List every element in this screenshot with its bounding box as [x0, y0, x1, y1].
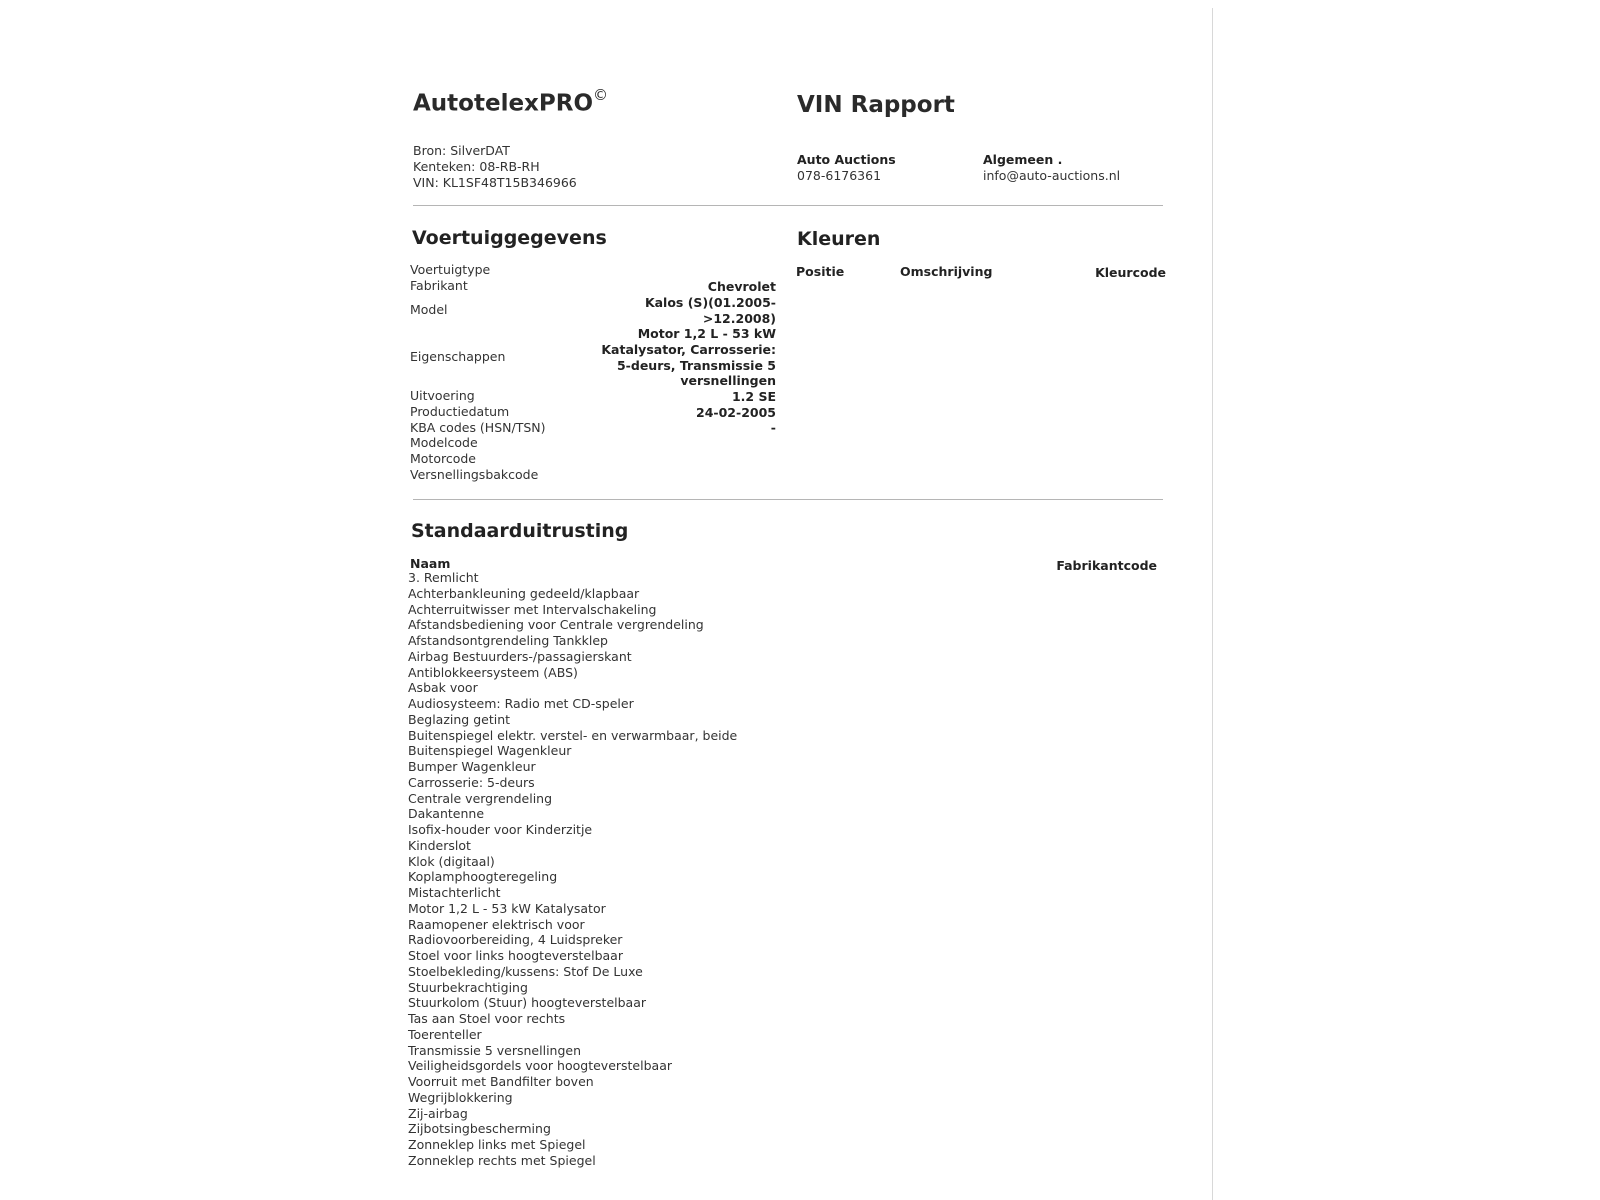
- equipment-item: Wegrijblokkering: [408, 1089, 513, 1105]
- label-model: Model: [410, 302, 448, 317]
- colors-heading: Kleuren: [797, 228, 881, 250]
- dealer-info: [797, 152, 896, 184]
- license-plate-line: Kenteken: 08-RB-RH: [413, 159, 540, 174]
- equipment-item: Carrosserie: 5-deurs: [408, 774, 535, 790]
- equipment-col-naam: Naam: [410, 556, 451, 571]
- equipment-item: Voorruit met Bandfilter boven: [408, 1074, 594, 1089]
- equipment-item: Kinderslot: [408, 837, 471, 853]
- value-uitvoering: 1.2 SE: [731, 389, 776, 404]
- label-voertuigtype: Voertuigtype: [410, 262, 491, 277]
- contact-title: Algemeen .: [983, 152, 1063, 167]
- label-fabrikant: Fabrikant: [410, 278, 468, 293]
- equipment-item: 3. Remlicht: [408, 570, 479, 585]
- label-kba: KBA codes (HSN/TSN): [410, 420, 546, 435]
- equipment-item: Zij-airbag: [408, 1105, 468, 1121]
- value-model-line-2: >12.2008): [702, 311, 776, 326]
- equipment-item: Airbag Bestuurders-/passagierskant: [408, 648, 632, 664]
- equipment-item: Centrale vergrendeling: [408, 790, 553, 806]
- label-modelcode: Modelcode: [410, 435, 478, 450]
- equipment-item: Buitenspiegel elektr. verstel- en verwarmbaar, beide: [408, 727, 738, 743]
- equipment-item: Asbak voor: [408, 680, 478, 696]
- page-edge: [1212, 8, 1213, 1200]
- equipment-col-fabrikantcode: Fabrikantcode: [1056, 558, 1157, 573]
- equipment-list: [408, 570, 737, 1169]
- equipment-item: Tas aan Stoel voor rechts: [408, 1011, 566, 1026]
- equipment-item: Mistachterlicht: [408, 885, 501, 900]
- vin-line: VIN: KL1SF48T15B346966: [413, 175, 577, 190]
- source-line: Bron: SilverDAT: [413, 143, 510, 158]
- value-eigenschappen-line-1: Motor 1,2 L - 53 kW: [637, 326, 776, 341]
- equipment-item: Achterbankleuning gedeeld/klapbaar: [408, 585, 640, 601]
- equipment-item: Dakantenne: [408, 806, 485, 822]
- equipment-item: Afstandsbediening voor Centrale vergrendeling: [408, 617, 704, 633]
- equipment-item: Stuurbekrachtiging: [408, 979, 528, 995]
- value-productiedatum: 24-02-2005: [696, 405, 776, 420]
- label-eigenschappen: Eigenschappen: [410, 349, 506, 364]
- equipment-item: Veiligheidsgordels voor hoogteverstelbaar: [408, 1058, 672, 1074]
- vehicle-heading: Voertuiggegevens: [412, 227, 607, 249]
- equipment-item: Toerenteller: [408, 1026, 482, 1042]
- brand-name: AutotelexPRO: [413, 90, 594, 117]
- label-uitvoering: Uitvoering: [410, 388, 475, 403]
- colors-col-positie: Positie: [796, 264, 845, 279]
- equipment-heading: Standaarduitrusting: [411, 520, 629, 542]
- source-info: [413, 143, 577, 191]
- value-model-line-1: Kalos (S)(01.2005-: [644, 295, 776, 310]
- contact-info: [983, 152, 1120, 184]
- contact-email: info@auto-auctions.nl: [983, 168, 1121, 183]
- equipment-item: Motor 1,2 L - 53 kW Katalysator: [408, 900, 606, 916]
- value-kba: -: [770, 420, 776, 435]
- equipment-item: Audiosysteem: Radio met CD-speler: [408, 696, 634, 711]
- equipment-item: Zonneklep rechts met Spiegel: [408, 1152, 596, 1168]
- value-eigenschappen-line-4: versnellingen: [680, 373, 776, 388]
- report-title: VIN Rapport: [797, 92, 955, 118]
- equipment-item: Transmissie 5 versnellingen: [408, 1042, 582, 1058]
- equipment-item: Zijbotsingbescherming: [408, 1121, 551, 1137]
- label-versnellingsbakcode: Versnellingsbakcode: [410, 467, 539, 482]
- equipment-item: Beglazing getint: [408, 711, 511, 727]
- equipment-item: Koplamphoogteregeling: [408, 869, 558, 885]
- value-eigenschappen-line-3: 5-deurs, Transmissie 5: [616, 358, 776, 373]
- equipment-item: Raamopener elektrisch voor: [408, 916, 585, 932]
- equipment-item: Radiovoorbereiding, 4 Luidspreker: [408, 932, 623, 948]
- brand-title: [413, 88, 608, 117]
- label-productiedatum: Productiedatum: [410, 404, 510, 419]
- dealer-phone: 078-6176361: [797, 168, 882, 183]
- colors-col-kleurcode: Kleurcode: [1095, 265, 1166, 280]
- divider-top: [413, 205, 1163, 206]
- equipment-item: Stoel voor links hoogteverstelbaar: [408, 948, 623, 963]
- label-motorcode: Motorcode: [410, 451, 476, 466]
- value-fabrikant: Chevrolet: [707, 279, 776, 294]
- copyright-mark: ©: [593, 86, 609, 104]
- value-eigenschappen-line-2: Katalysator, Carrosserie:: [601, 342, 776, 357]
- divider-middle: [413, 499, 1163, 500]
- colors-col-omschrijving: Omschrijving: [900, 264, 993, 279]
- equipment-item: Achterruitwisser met Intervalschakeling: [408, 601, 657, 617]
- equipment-item: Stuurkolom (Stuur) hoogteverstelbaar: [408, 995, 647, 1011]
- equipment-item: Buitenspiegel Wagenkleur: [408, 743, 572, 759]
- equipment-item: Afstandsontgrendeling Tankklep: [408, 633, 608, 648]
- equipment-item: Antiblokkeersysteem (ABS): [408, 664, 578, 680]
- equipment-item: Stoelbekleding/kussens: Stof De Luxe: [408, 963, 643, 979]
- equipment-item: Klok (digitaal): [408, 853, 495, 869]
- dealer-name: Auto Auctions: [797, 152, 896, 167]
- equipment-item: Zonneklep links met Spiegel: [408, 1137, 586, 1152]
- equipment-item: Isofix-houder voor Kinderzitje: [408, 822, 593, 837]
- equipment-item: Bumper Wagenkleur: [408, 759, 536, 774]
